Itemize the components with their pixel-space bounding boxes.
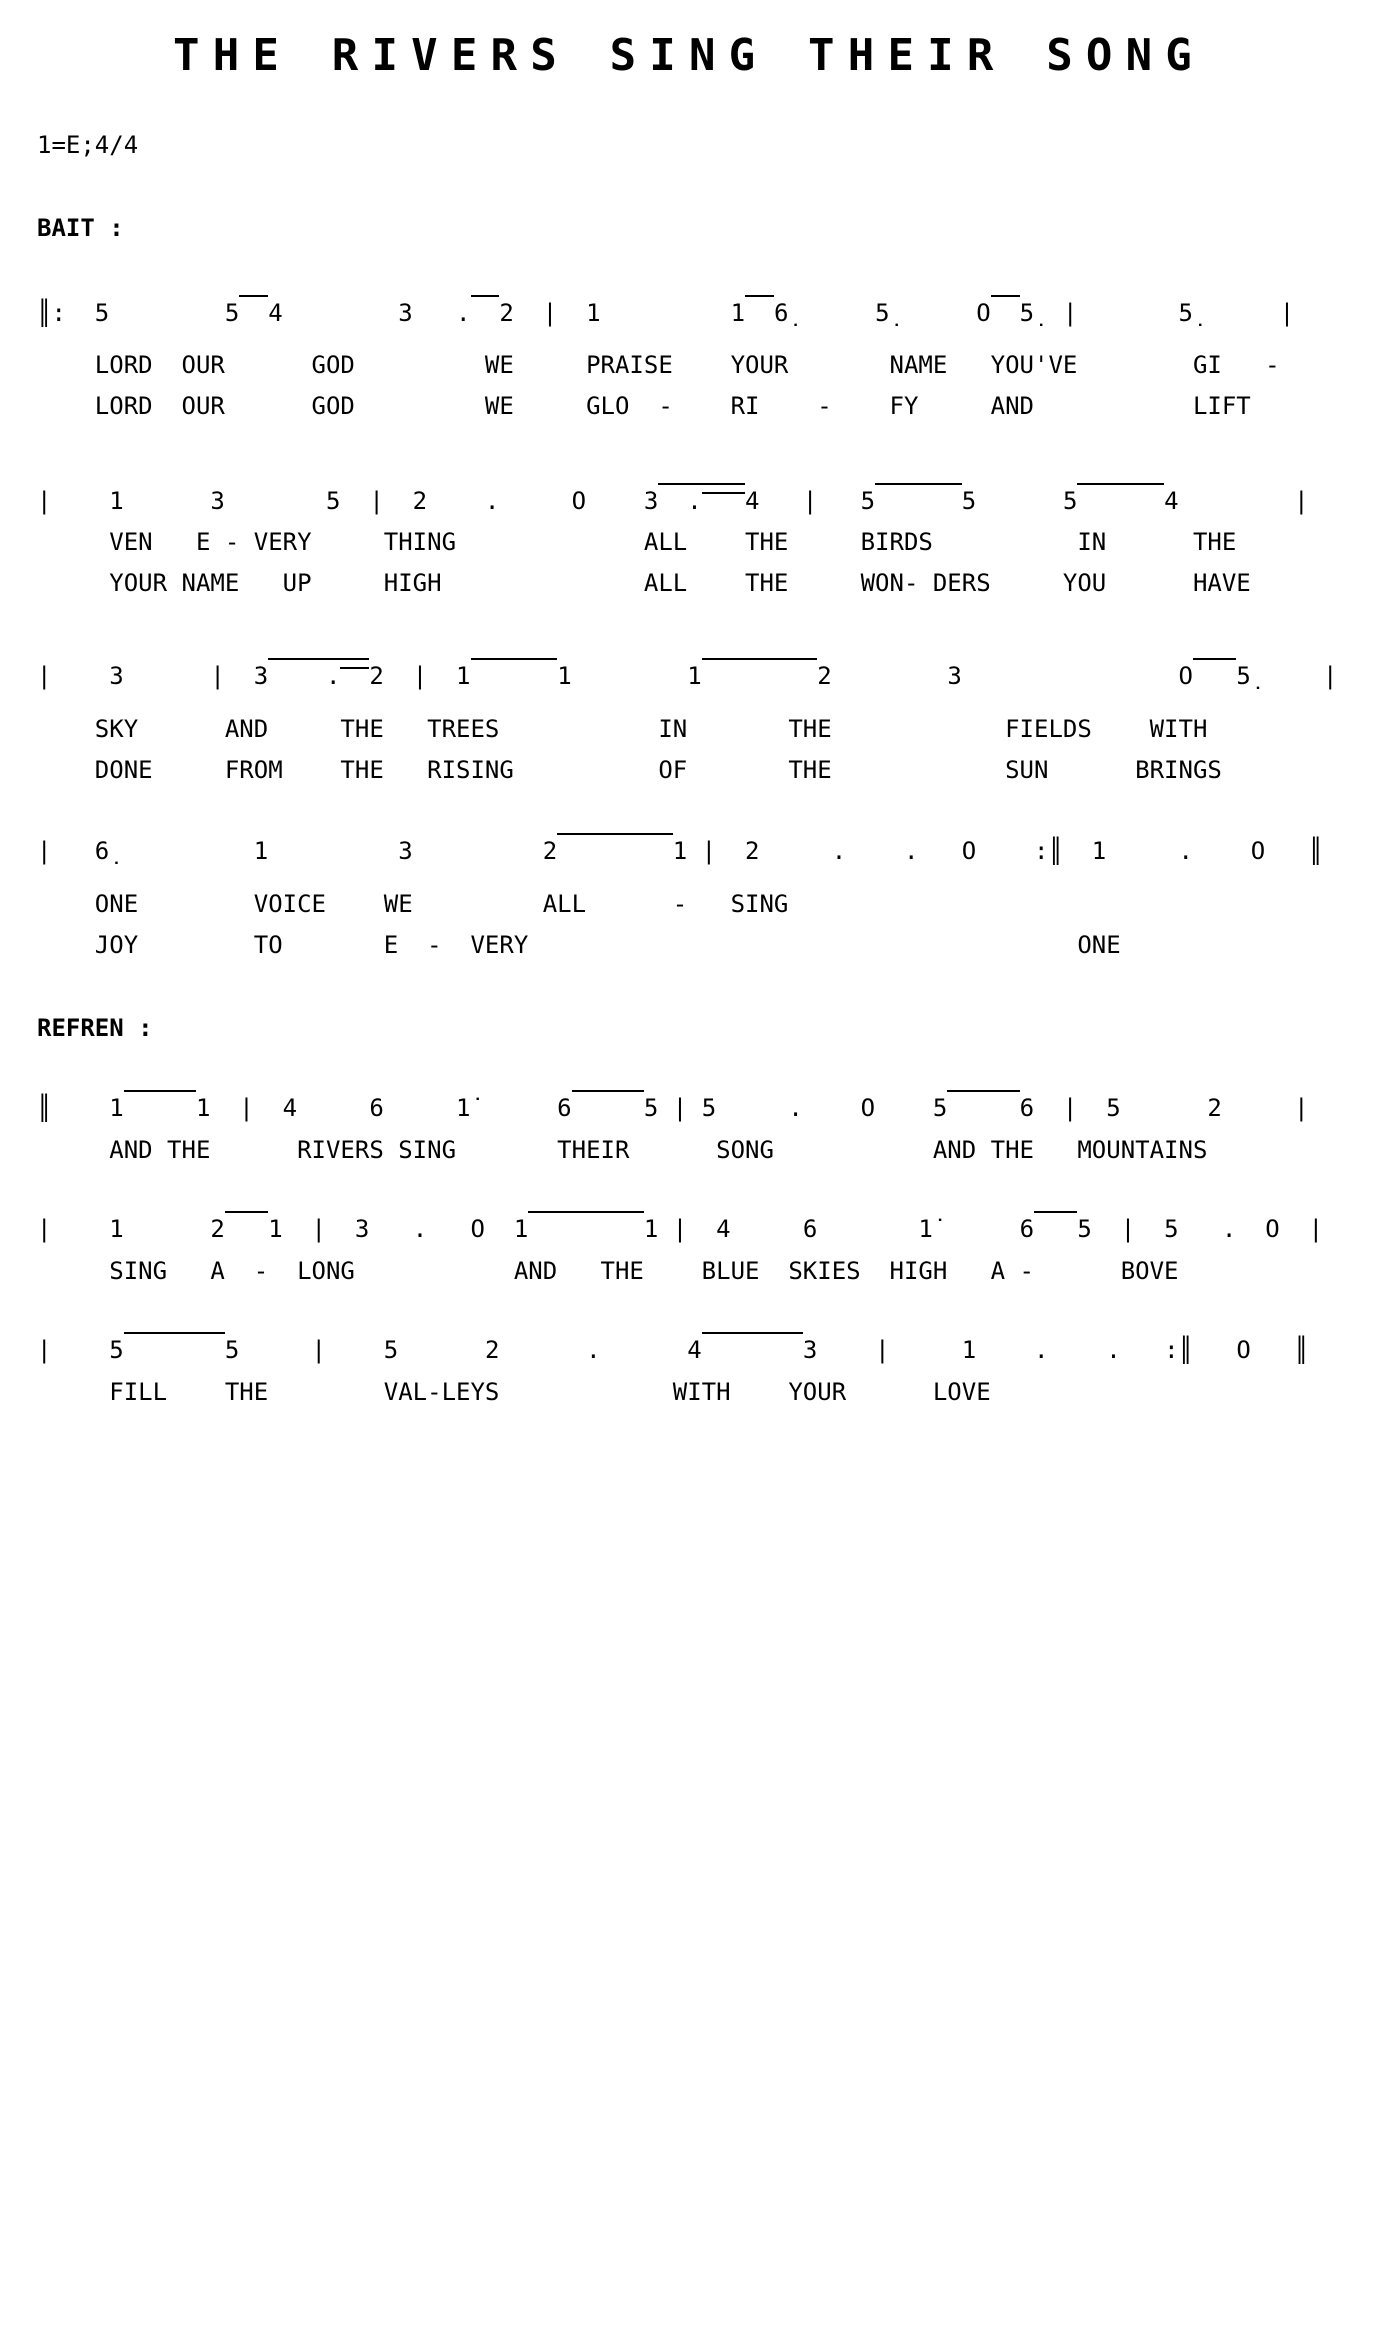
beam-overline bbox=[702, 658, 818, 690]
beam-overline bbox=[225, 1211, 268, 1243]
notes-run: 4 | bbox=[1164, 487, 1309, 515]
section-label-bait: BAIT : bbox=[37, 214, 124, 242]
notes-run: | 6̣ 1 3 2 bbox=[37, 837, 558, 865]
lyric-line: SKY AND THE TREES IN THE FIELDS WITH bbox=[37, 715, 1208, 743]
lyric-line: LORD OUR GOD WE PRAISE YOUR NAME YOU'VE GI - bbox=[37, 351, 1280, 379]
notes-run: 1 | 3 . O 1 bbox=[268, 1215, 529, 1243]
notes-run: 4 | 5 bbox=[745, 487, 876, 515]
notation-line bbox=[37, 1217, 1323, 1241]
beam-overline bbox=[528, 1211, 644, 1243]
beam-overline bbox=[471, 295, 500, 327]
beam-overline bbox=[1034, 1211, 1077, 1243]
beam-overline bbox=[124, 1090, 196, 1122]
beam-overline bbox=[471, 658, 558, 690]
beam-overline bbox=[947, 1090, 1019, 1122]
notation-line bbox=[37, 664, 1338, 688]
beam-overline bbox=[340, 658, 369, 690]
notes-run: 3 | 1 . . :║ O ║ bbox=[802, 1336, 1309, 1364]
lyric-line: FILL THE VAL-LEYS WITH YOUR LOVE bbox=[37, 1378, 991, 1406]
notes-run: 2 | 1 bbox=[369, 662, 471, 690]
notes-run: 5 | 5 . O 5 bbox=[643, 1094, 948, 1122]
key-signature: 1=E;4/4 bbox=[37, 131, 139, 159]
notes-run: ║: 5 5 bbox=[37, 299, 240, 327]
notes-run: | 3 | 3 bbox=[37, 662, 269, 690]
beam-overline bbox=[991, 295, 1020, 327]
beam-overline bbox=[239, 295, 268, 327]
notes-run: 1 | 4 6 1̇ 6 bbox=[643, 1215, 1035, 1243]
beam-overline bbox=[702, 1332, 803, 1364]
lyric-line: JOY TO E - VERY ONE bbox=[37, 931, 1121, 959]
lyric-line: DONE FROM THE RISING OF THE SUN BRINGS bbox=[37, 756, 1222, 784]
beam-overline: . bbox=[658, 483, 701, 515]
section-label-refren: REFREN : bbox=[37, 1014, 153, 1042]
notation-line bbox=[37, 489, 1309, 513]
notation-line bbox=[37, 1096, 1309, 1120]
song-title: THE RIVERS SING THEIR SONG bbox=[173, 30, 1205, 81]
beam-overline bbox=[572, 1090, 644, 1122]
notes-run: 1 | 4 6 1̇ 6 bbox=[195, 1094, 572, 1122]
notes-run: 2 3 O bbox=[817, 662, 1193, 690]
notes-run: 1 | 2 . . O :║ 1 . O ║ bbox=[672, 837, 1323, 865]
beam-overline bbox=[124, 1332, 225, 1364]
lyric-line: SING A - LONG AND THE BLUE SKIES HIGH A - BOVE bbox=[37, 1257, 1179, 1285]
lyric-line: LORD OUR GOD WE GLO - RI - FY AND LIFT bbox=[37, 392, 1251, 420]
beam-overline bbox=[745, 295, 774, 327]
notation-line bbox=[37, 301, 1294, 325]
notes-run: 5̣ | 5̣ | bbox=[1019, 299, 1295, 327]
notes-run: 6̣ 5̣ O bbox=[773, 299, 991, 327]
notes-run: 1 1 bbox=[557, 662, 702, 690]
beam-overline bbox=[557, 833, 673, 865]
beam-overline bbox=[702, 483, 745, 515]
notes-run: 6 | 5 2 | bbox=[1019, 1094, 1309, 1122]
notes-run: 5 | 5 2 . 4 bbox=[224, 1336, 702, 1364]
beam-overline: . bbox=[268, 658, 340, 690]
notes-run: 4 3 . bbox=[268, 299, 471, 327]
notes-run: 5 5 bbox=[961, 487, 1078, 515]
beam-overline bbox=[1077, 483, 1164, 515]
notation-line bbox=[37, 839, 1323, 863]
notes-run: | 1 2 bbox=[37, 1215, 225, 1243]
notes-run: 5 | 5 . O | bbox=[1077, 1215, 1324, 1243]
lyric-line: ONE VOICE WE ALL - SING bbox=[37, 890, 789, 918]
beam-overline bbox=[1193, 658, 1236, 690]
notation-line bbox=[37, 1338, 1309, 1362]
lyric-line: AND THE RIVERS SING THEIR SONG AND THE MOUNTAINS bbox=[37, 1136, 1208, 1164]
notes-run: ║ 1 bbox=[37, 1094, 124, 1122]
notes-run: 5̣ | bbox=[1236, 662, 1338, 690]
beam-overline bbox=[875, 483, 962, 515]
notes-run: 2 | 1 1 bbox=[499, 299, 746, 327]
notes-run: | 5 bbox=[37, 1336, 124, 1364]
notes-run: | 1 3 5 | 2 . O 3 bbox=[37, 487, 659, 515]
lyric-line: VEN E - VERY THING ALL THE BIRDS IN THE bbox=[37, 528, 1237, 556]
lyric-line: YOUR NAME UP HIGH ALL THE WON- DERS YOU HAVE bbox=[37, 569, 1251, 597]
